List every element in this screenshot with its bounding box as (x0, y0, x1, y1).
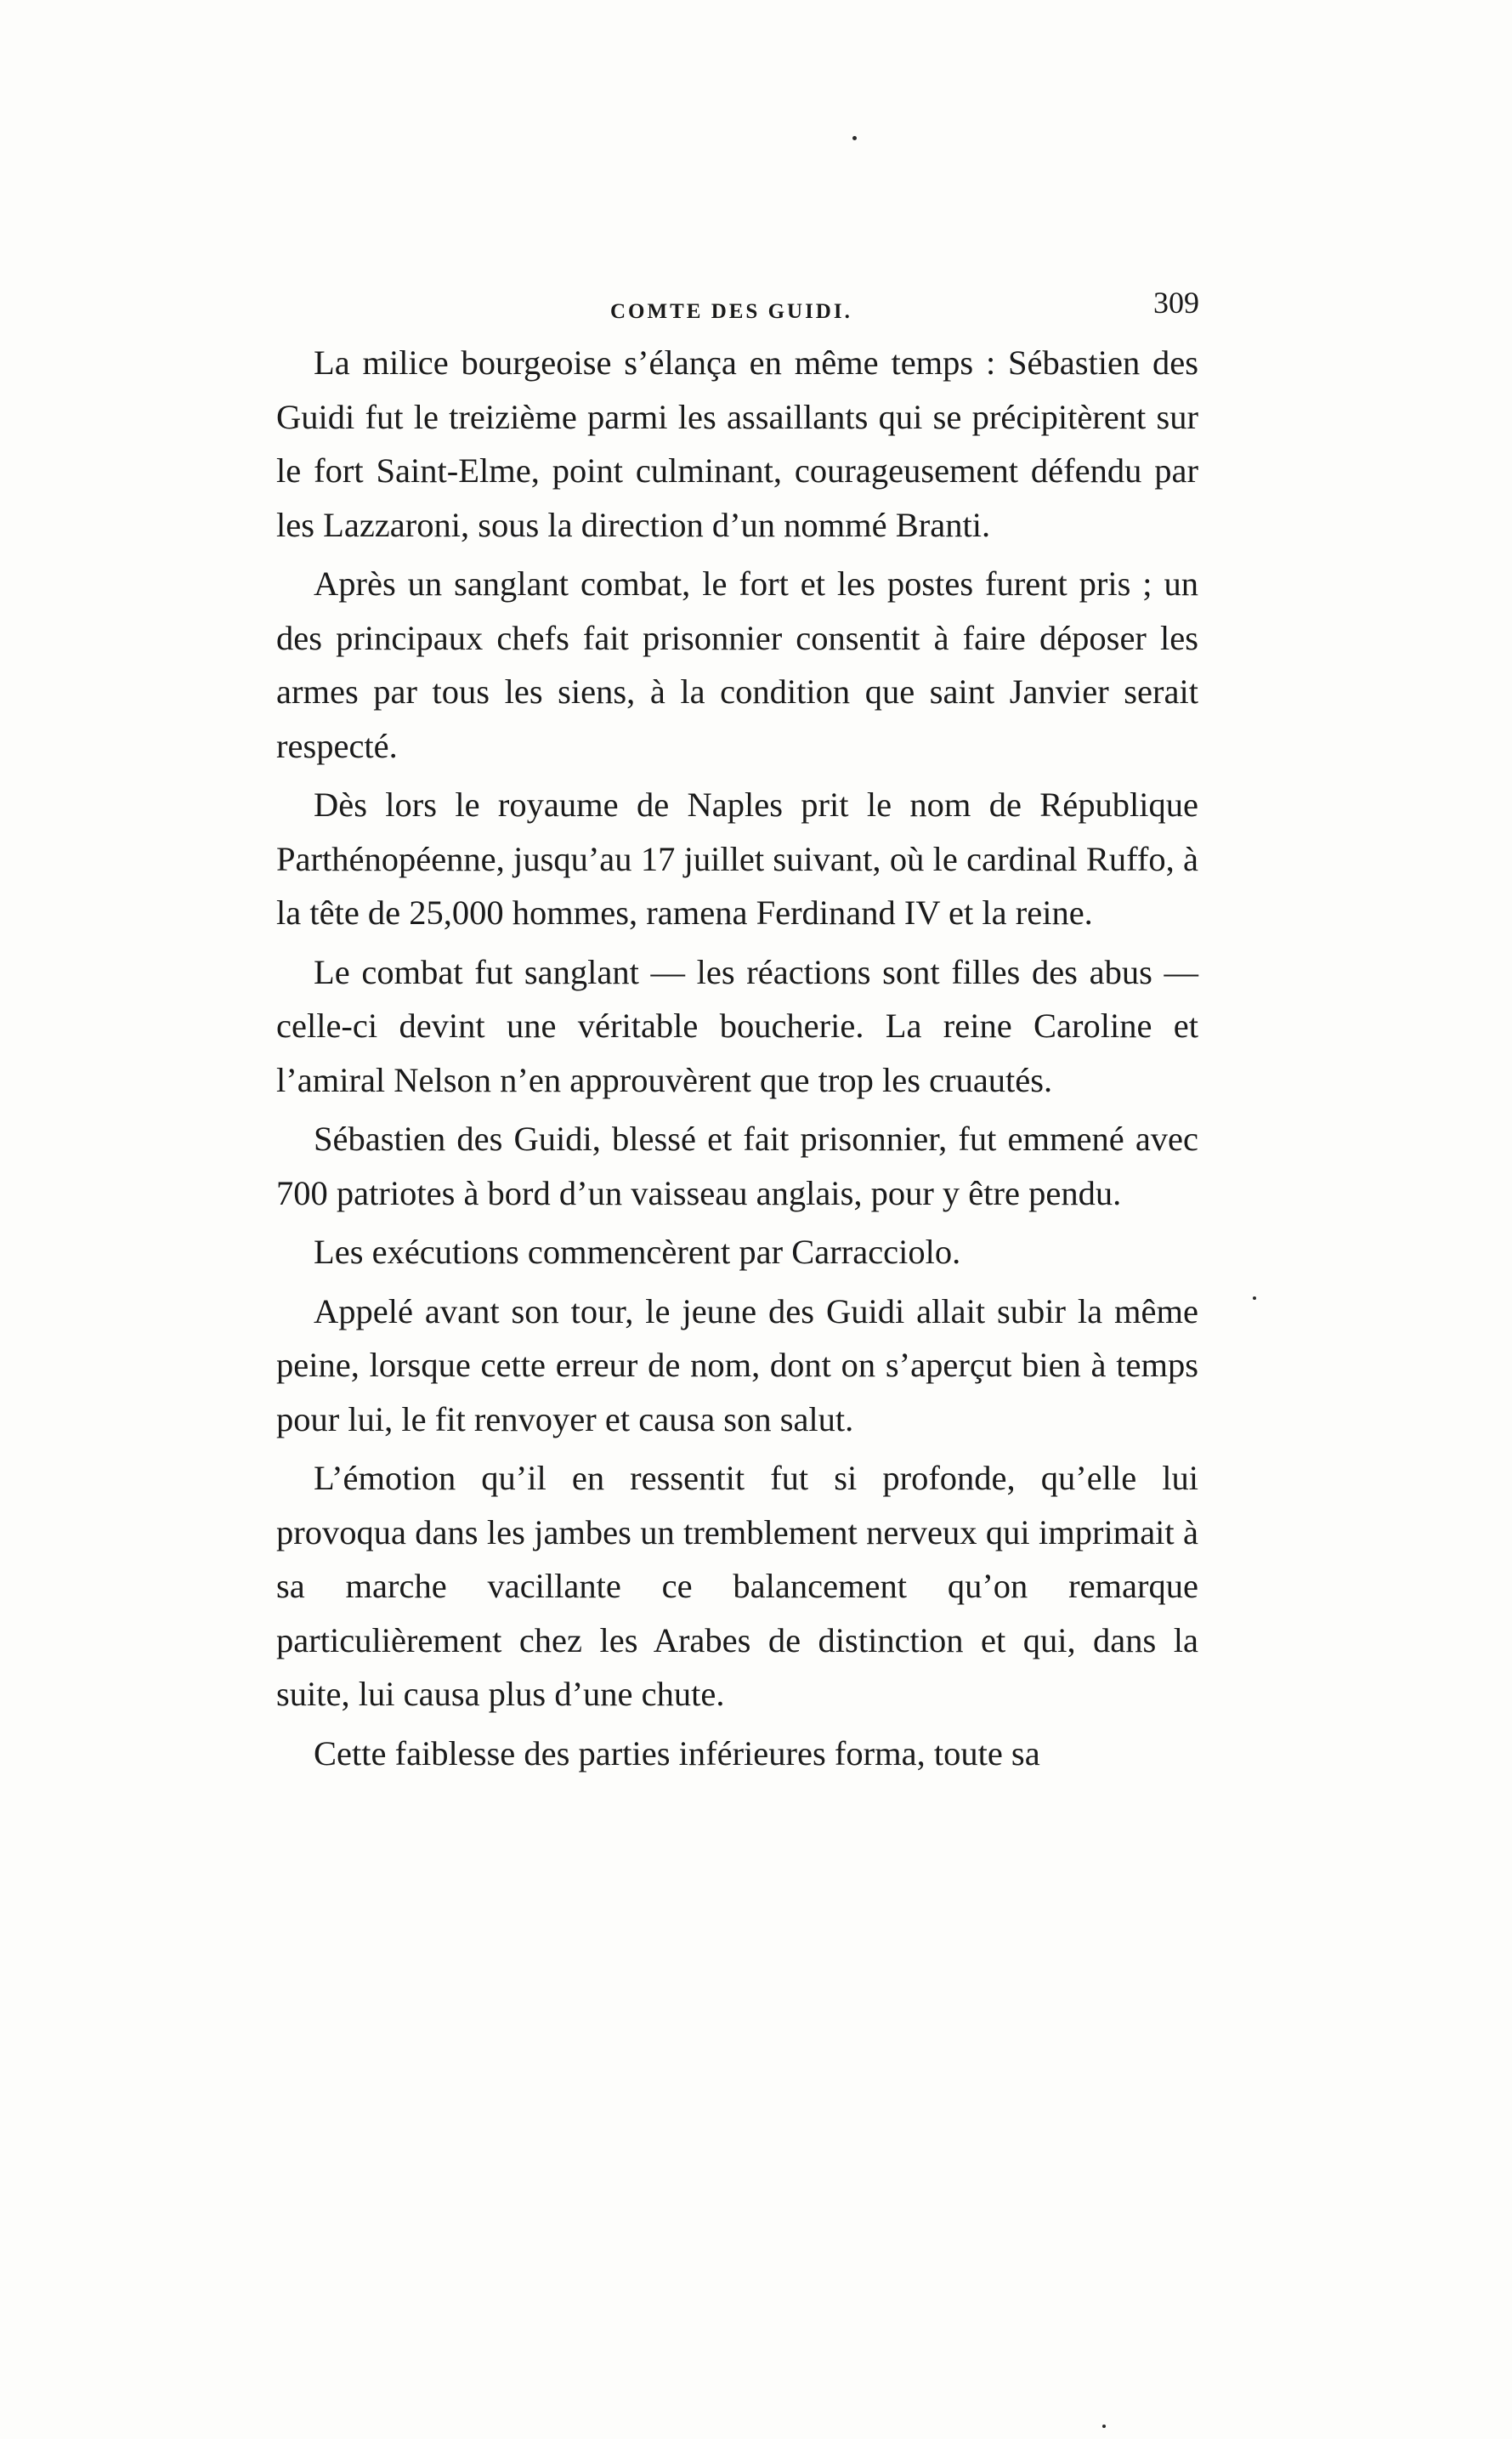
running-head (280, 285, 1220, 336)
paragraph: Après un sanglant combat, le fort et les postes furent pris ; un des principaux chefs fait prisonnier consentit à faire déposer les armes par tous les siens, à la condition que saint Janvier serait respecté. (276, 564, 1198, 765)
running-head-title: COMTE DES GUIDI. (610, 300, 852, 323)
paragraph: La milice bourgeoise s’élança en même temps : Sébastien des Guidi fut le treizième parmi les assaillants qui se précipitèrent sur le fort Saint-Elme, point culminant, courageusement défendu par les Lazzaroni, sous la direction d’un nommé Branti. (276, 343, 1198, 544)
body-text (276, 336, 1198, 1785)
ink-speck (1102, 2425, 1106, 2428)
paragraph: L’émotion qu’il en ressentit fut si profonde, qu’elle lui provoqua dans les jambes un tremblement nerveux qui imprimait à sa marche vacillante ce balancement qu’on remarque particulièrement chez les Arabes de distinction et qui, dans la suite, lui causa plus d’une chute. (276, 1459, 1198, 1713)
paragraph: Les exécutions commencèrent par Carracciolo. (314, 1233, 961, 1271)
paragraph: Le combat fut sanglant — les réactions sont filles des abus — celle-ci devint une véritable boucherie. La reine Caroline et l’amiral Nelson n’en approuvèrent que trop les cruautés. (276, 952, 1198, 1099)
paragraph: Sébastien des Guidi, blessé et fait prisonnier, fut emmené avec 700 patriotes à bord d’un vaisseau anglais, pour y être pendu. (276, 1120, 1198, 1212)
ink-speck (852, 136, 857, 140)
ink-speck (1253, 1296, 1256, 1300)
page-number: 309 (1153, 286, 1199, 320)
paragraph: Appelé avant son tour, le jeune des Guidi allait subir la même peine, lorsque cette erreur de nom, dont on s’aperçut bien à temps pour lui, le fit renvoyer et causa son salut. (276, 1291, 1198, 1438)
paragraph: Dès lors le royaume de Naples prit le nom de République Parthénopéenne, jusqu’au 17 juillet suivant, où le cardinal Ruffo, à la tête de 25,000 hommes, ramena Ferdinand IV et la reine. (276, 786, 1198, 932)
paragraph: Cette faiblesse des parties inférieures forma, toute sa (314, 1733, 1040, 1773)
